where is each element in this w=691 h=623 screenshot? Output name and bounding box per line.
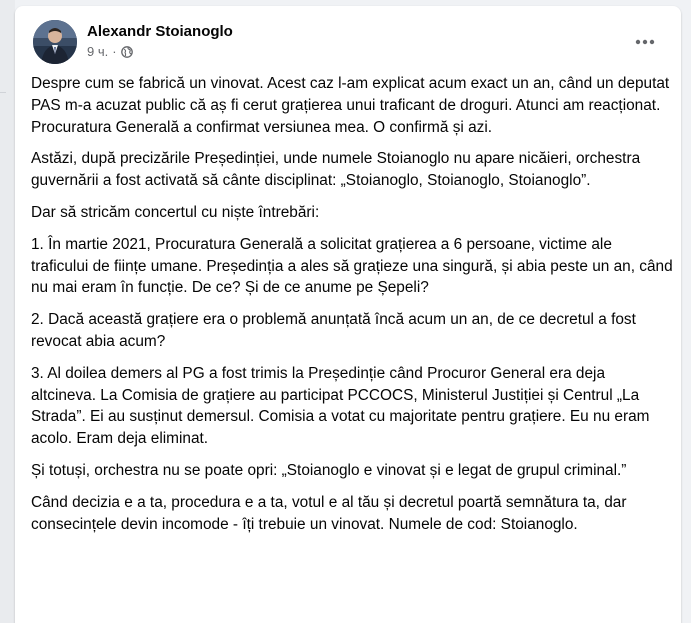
post-paragraph: Când decizia e a ta, procedura e a ta, votul e al tău și decretul poartă semnătura ta, dar consecințele devin incomode - îți trebuie un vinovat. Numele de cod: Stoianoglo. [31,493,627,533]
post-timestamp[interactable]: 9 ч. [87,44,109,59]
left-divider [0,92,6,101]
more-options-button[interactable] [629,26,661,58]
post-paragraph: Dar să stricăm concertul cu niște întrebări: [31,203,320,221]
author-name[interactable]: Alexandr Stoianoglo [87,23,233,40]
post-paragraph: Astăzi, după precizările Președinției, unde numele Stoianoglo nu apare nicăieri, orchestra guvernării a fost activată să cânte disciplinat: „Stoianoglo, Stoianoglo, Stoianoglo”. [31,150,641,190]
avatar-image [33,20,77,64]
more-options-icon [635,39,655,45]
left-column-edge [0,0,15,623]
globe-icon[interactable] [121,46,133,58]
post-paragraph: 1. În martie 2021, Procuratura Generală a solicitat grațierea a 6 persoane, victime ale traficului de ființe umane. Președinția a ales să grațieze una singură, și abia peste un an, când nu mai eram în funcție. De ce? Și de ce anume pe Șepeli? [31,235,673,297]
post-card [15,6,681,623]
author-avatar[interactable] [33,20,77,64]
post-paragraph: 3. Al doilea demers al PG a fost trimis la Președinție când Procuror General era deja altcineva. La Comisia de grațiere au participat PCCOCS, Ministerul Justiției și Centrul „La Strada”. Ei au susținut demersul. Comisia a votat cu majoritate pentru grațiere. Eu nu eram acolo. Eram deja eliminat. [31,364,650,448]
post-paragraph: 2. Dacă această grațiere era o problemă anunțată încă acum un an, de ce decretul a fost revocat abia acum? [31,311,636,350]
post-body [31,73,673,545]
post-header [31,18,665,66]
post-paragraph: Și totuși, orchestra nu se poate opri: „Stoianoglo e vinovat și e legat de grupul criminal.” [31,461,627,479]
post-paragraph: Despre cum se fabrică un vinovat. Acest caz l-am explicat acum exact un an, când un deputat PAS m-a acuzat public că aș fi cerut grațierea unui traficant de droguri. Atunci am reacționat. Procuratura Generală a confirmat versiunea mea. O confirmă și azi. [31,75,670,136]
meta-separator: · [112,44,117,59]
post-meta [87,44,133,60]
